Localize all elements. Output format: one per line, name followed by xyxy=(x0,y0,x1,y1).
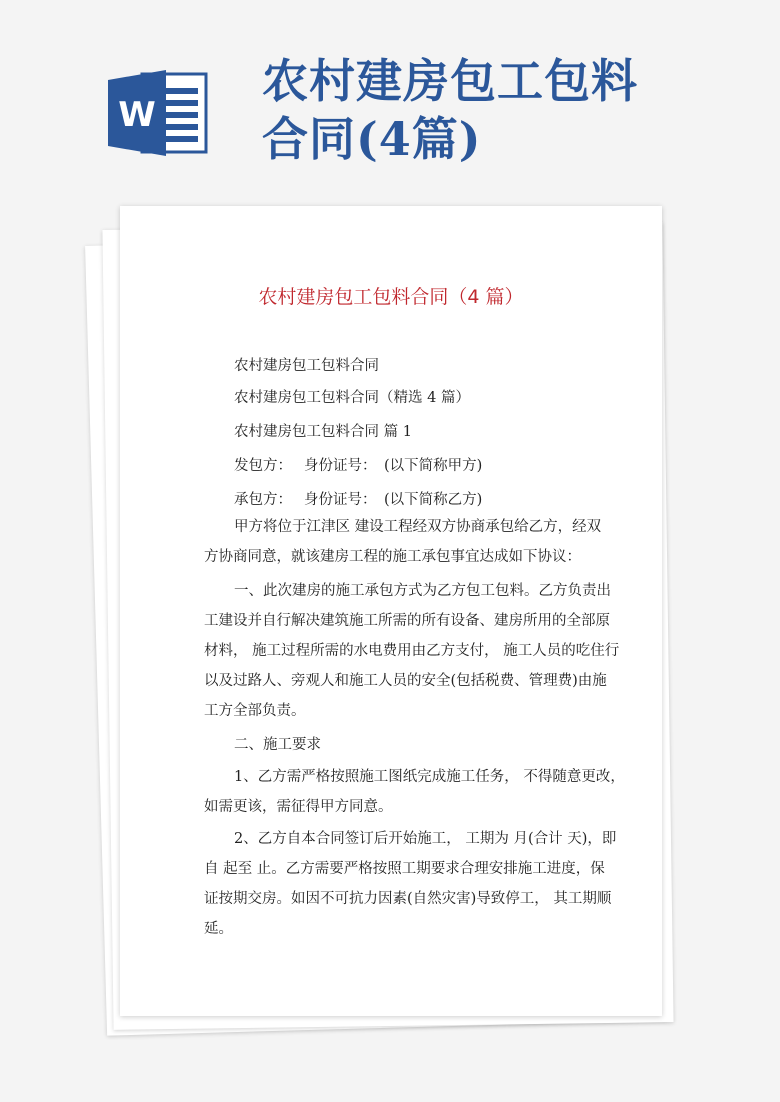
party-id: 身份证号： xyxy=(304,458,377,474)
paragraph-line: 工建设并自行解决建筑施工所需的所有设备、建房所用的全部原 xyxy=(204,613,610,629)
page-title xyxy=(262,52,762,168)
paragraph-line: 如需更该，需征得甲方同意。 xyxy=(204,799,393,815)
party-role: 发包方： xyxy=(234,458,292,474)
paragraph-line: 工方全部负责。 xyxy=(204,703,306,719)
paragraph-line: 甲方将位于江津区 建设工程经双方协商承包给乙方，经双 xyxy=(234,519,602,535)
paragraph-line: 一、此次建房的施工承包方式为乙方包工包料。乙方负责出 xyxy=(234,583,611,599)
doc-line: 农村建房包工包料合同（精选 4 篇） xyxy=(234,390,470,406)
paragraph-line: 材料， 施工过程所需的水电费用由乙方支付， 施工人员的吃住行 xyxy=(204,643,620,659)
paragraph-line: 方协商同意，就该建房工程的施工承包事宜达成如下协议： xyxy=(204,549,581,565)
paragraph-line: 自 起至 止。乙方需要严格按照工期要求合理安排施工进度，保 xyxy=(204,861,605,877)
paragraph-intro xyxy=(204,512,608,572)
paragraph-line: 1、乙方需严格按照施工图纸完成施工任务， 不得随意更改， xyxy=(234,769,625,785)
party-role: 承包方： xyxy=(234,492,292,508)
paragraph-heading-2 xyxy=(204,730,608,760)
paragraph-clause-1 xyxy=(204,576,620,726)
paragraph-clause-2-1 xyxy=(204,762,625,822)
document-title: 农村建房包工包料合同（4 篇） xyxy=(258,286,524,308)
paragraph-line: 2、乙方自本合同签订后开始施工， 工期为 月(合计 天)，即 xyxy=(234,831,617,847)
doc-line: 农村建房包工包料合同 xyxy=(234,358,379,374)
document-page xyxy=(120,206,662,1016)
paragraph-line: 延。 xyxy=(204,921,233,937)
paragraph-line: 证按期交房。如因不可抗力因素(自然灾害)导致停工， 其工期顺 xyxy=(204,891,612,907)
header xyxy=(0,0,780,200)
doc-line: 农村建房包工包料合同 篇 1 xyxy=(234,424,412,440)
party-id: 身份证号： xyxy=(304,492,377,508)
party-alias: (以下简称乙方) xyxy=(384,492,483,508)
paragraph-line: 二、施工要求 xyxy=(234,737,321,753)
party-alias: (以下简称甲方) xyxy=(384,458,483,474)
page-title-line-2: 合同(4篇) xyxy=(262,112,482,166)
paragraph-clause-2-2 xyxy=(204,824,617,944)
logo-letter: W xyxy=(118,95,156,135)
paragraph-line: 以及过路人、旁观人和施工人员的安全(包括税费、管理费)由施 xyxy=(204,673,607,689)
page-title-line-1: 农村建房包工包料 xyxy=(262,54,638,108)
word-document-icon xyxy=(108,70,208,156)
